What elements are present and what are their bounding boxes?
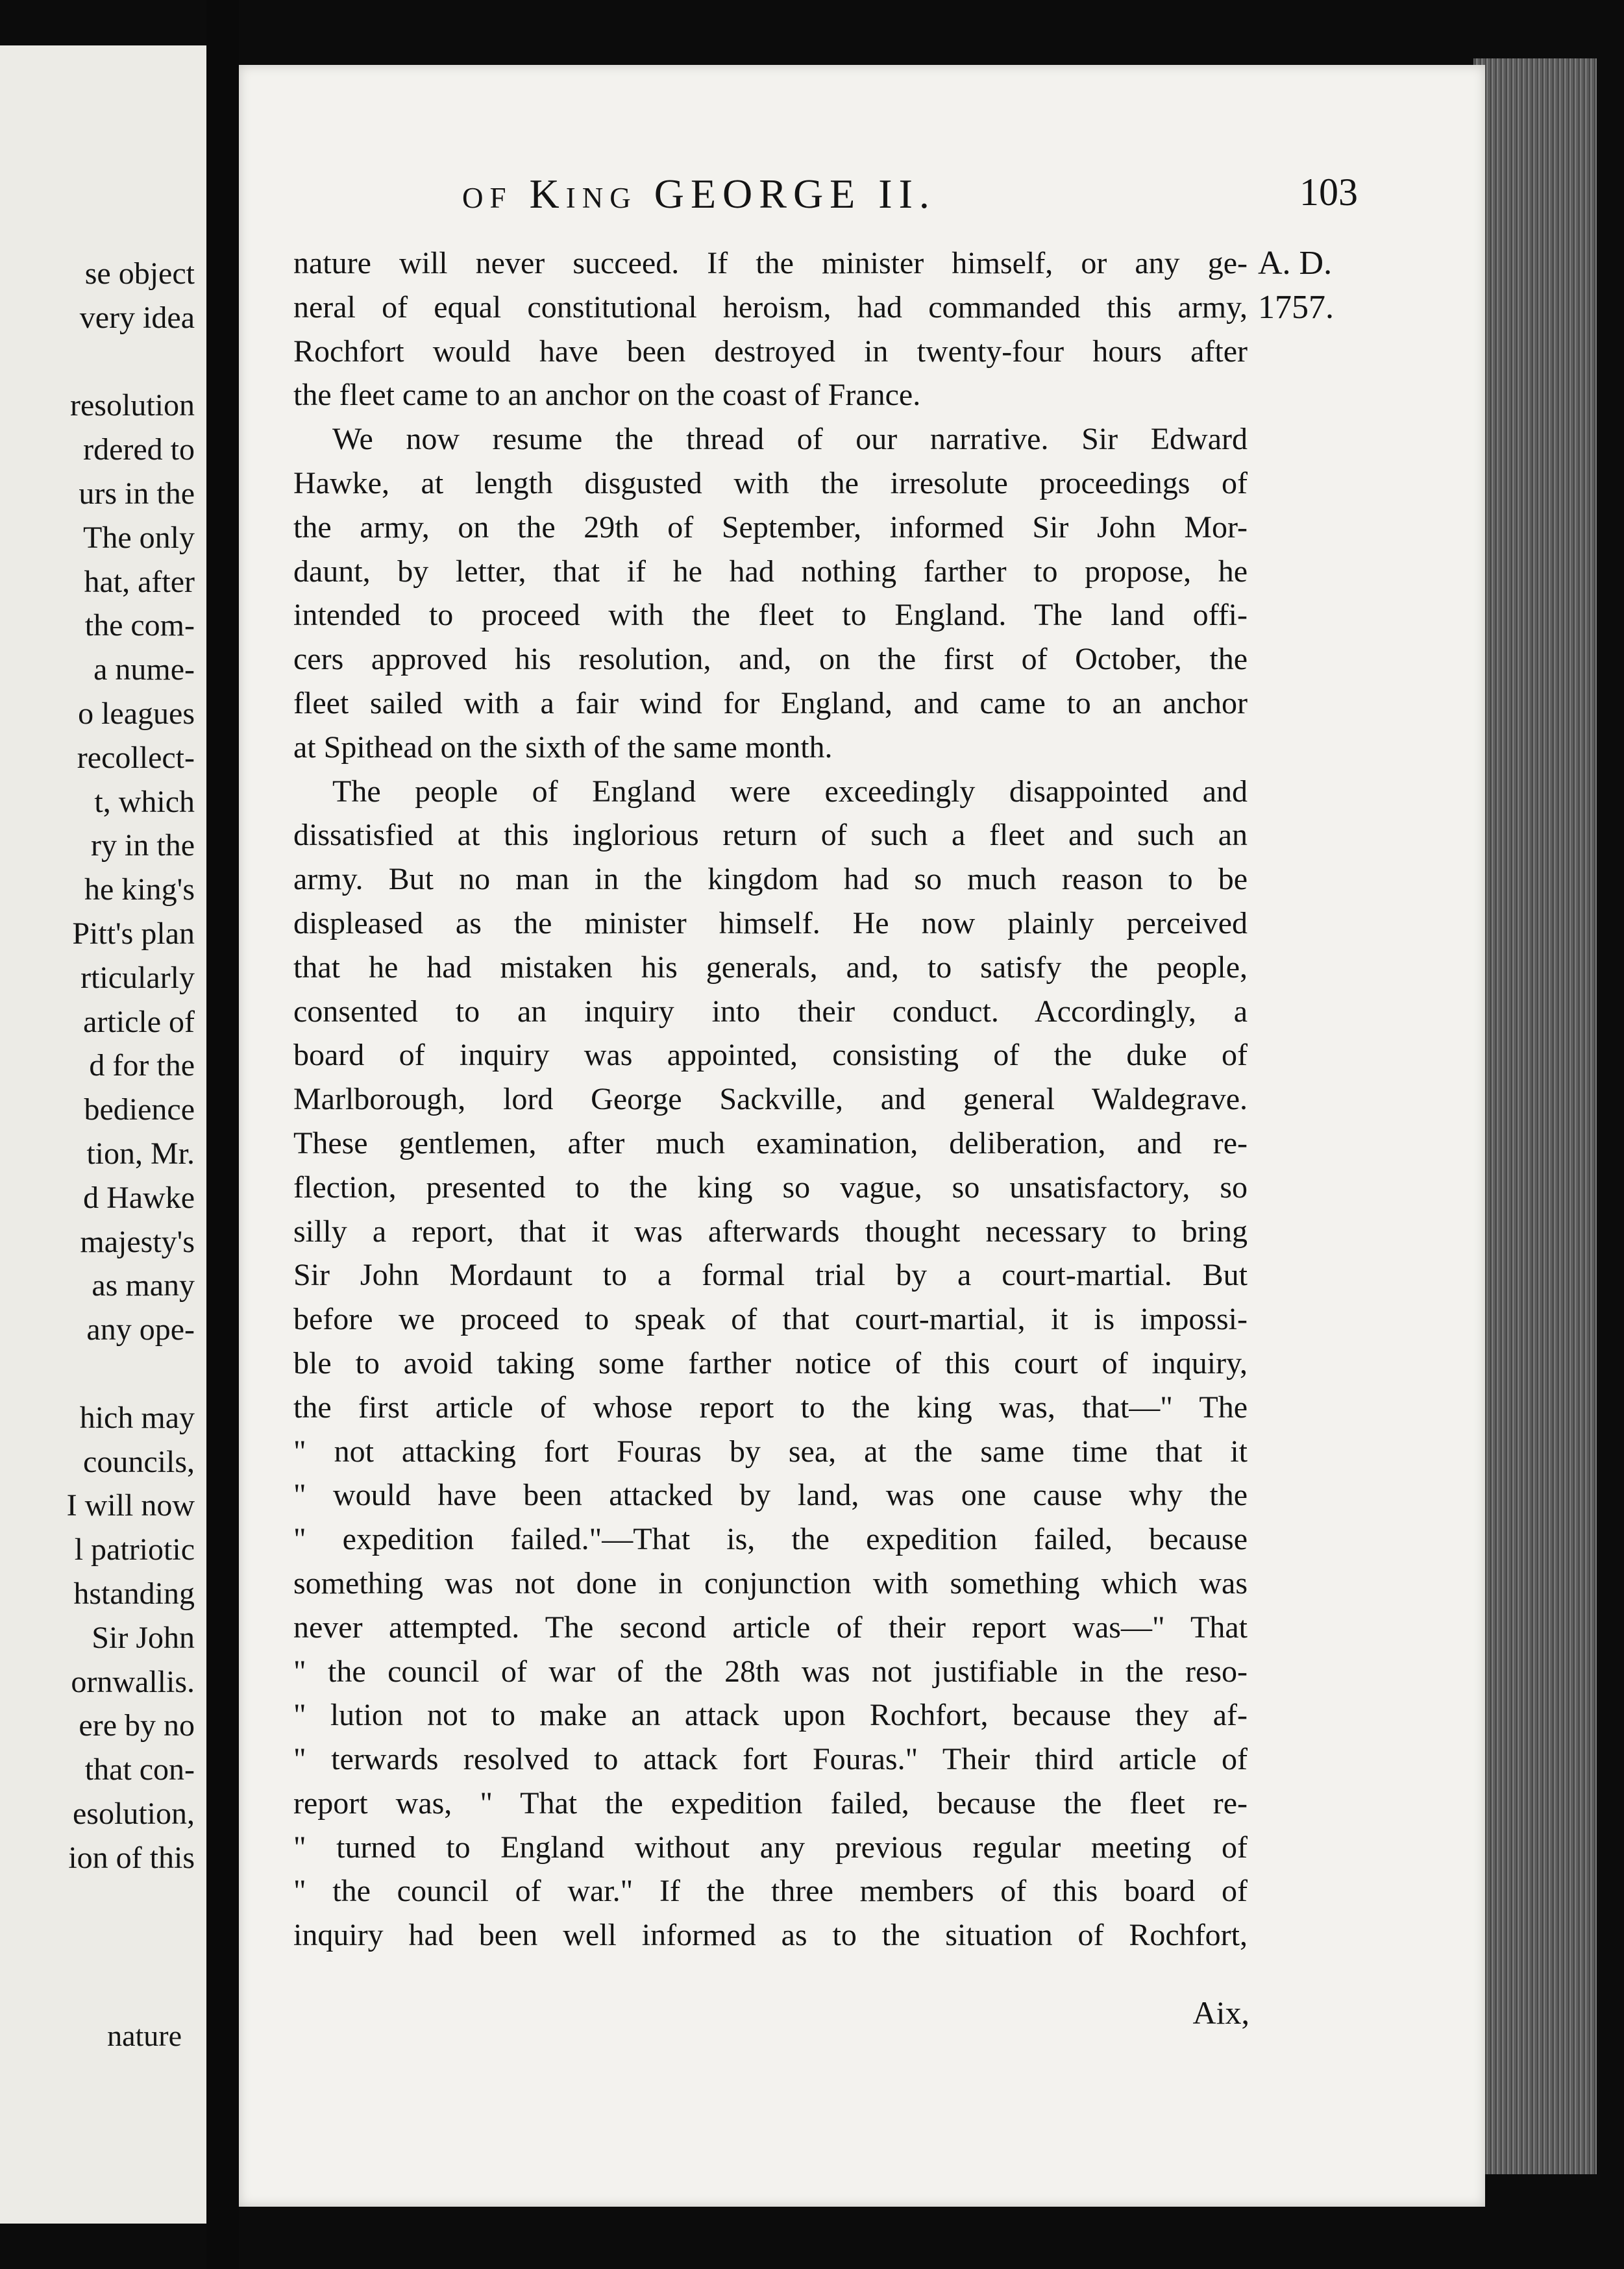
margin-note-ad: A. D. xyxy=(1258,245,1333,282)
text-line: We now resume the thread of our narrative. Sir Edward xyxy=(332,422,1248,457)
text-line: " lution not to make an attack upon Rochfort, because they af- xyxy=(293,1698,1248,1733)
page-edges xyxy=(1473,58,1597,2174)
text-line: " expedition failed."—That is, the expedition failed, because xyxy=(293,1522,1248,1557)
facing-line: bedience xyxy=(84,1092,195,1127)
text-line: consented to an inquiry into their conduct. Accordingly, a xyxy=(293,994,1248,1029)
facing-line: rdered to xyxy=(83,432,195,467)
text-line: the first article of whose report to the king was, that—" The xyxy=(293,1390,1248,1425)
facing-line: that con- xyxy=(84,1752,195,1787)
text-line: inquiry had been well informed as to the situation of Rochfort, xyxy=(293,1918,1248,1953)
text-line: intended to proceed with the fleet to England. The land offi- xyxy=(293,598,1248,633)
text-line: army. But no man in the kingdom had so much reason to be xyxy=(293,862,1248,897)
text-line: flection, presented to the king so vague, so unsatisfactory, so xyxy=(293,1170,1248,1205)
facing-line: tion, Mr. xyxy=(86,1136,195,1171)
facing-line: The only xyxy=(83,520,195,555)
text-line: board of inquiry was appointed, consisting of the duke of xyxy=(293,1038,1248,1073)
facing-line: article of xyxy=(83,1004,195,1039)
text-line: that he had mistaken his generals, and, to satisfy the people, xyxy=(293,950,1248,985)
facing-line: ry in the xyxy=(91,828,195,863)
text-line: something was not done in conjunction with something which was xyxy=(293,1565,1248,1601)
facing-line: very idea xyxy=(79,300,195,335)
running-head: of King GEORGE II. xyxy=(462,171,936,217)
body-text xyxy=(293,241,1248,1957)
page-number: 103 xyxy=(1299,171,1358,214)
facing-line: I will now xyxy=(66,1488,195,1523)
page-header xyxy=(462,170,1358,228)
facing-line: d Hawke xyxy=(83,1180,195,1215)
facing-line: ere by no xyxy=(79,1708,195,1743)
margin-note xyxy=(1258,241,1355,330)
facing-line: l patriotic xyxy=(74,1532,195,1567)
facing-line: hstanding xyxy=(73,1576,195,1611)
text-line: daunt, by letter, that if he had nothing farther to propose, he xyxy=(293,554,1248,589)
text-line: " the council of war of the 28th was not justifiable in the reso- xyxy=(293,1654,1248,1689)
text-line: displeased as the minister himself. He now plainly perceived xyxy=(293,905,1248,940)
facing-line: recollect- xyxy=(77,740,195,775)
facing-line: the com- xyxy=(84,608,195,643)
text-line: dissatisfied at this inglorious return of such a fleet and such an xyxy=(293,818,1248,853)
text-line: These gentlemen, after much examination, deliberation, and re- xyxy=(293,1125,1248,1160)
text-line: nature will never succeed. If the minister himself, or any ge- xyxy=(293,246,1248,280)
facing-line: resolution xyxy=(70,388,195,423)
facing-line: any ope- xyxy=(86,1312,195,1347)
text-line: " terwards resolved to attack fort Fouras." Their third article of xyxy=(293,1742,1248,1777)
margin-note-year: 1757. xyxy=(1258,288,1334,326)
facing-line: Pitt's plan xyxy=(72,916,195,951)
facing-line: se object xyxy=(84,256,195,291)
facing-line: o leagues xyxy=(78,696,195,731)
text-line: report was, " That the expedition failed, because the fleet re- xyxy=(293,1785,1248,1821)
text-line: " turned to England without any previous regular meeting of xyxy=(293,1830,1248,1865)
text-line: neral of equal constitutional heroism, had commanded this army, xyxy=(293,289,1248,325)
facing-line xyxy=(0,1352,195,1396)
text-line: silly a report, that it was afterwards thought necessary to bring xyxy=(293,1214,1248,1249)
facing-line: a nume- xyxy=(93,652,195,687)
facing-line: rticularly xyxy=(80,960,195,995)
facing-line: ion of this xyxy=(68,1840,195,1875)
text-line: " would have been attacked by land, was one cause why the xyxy=(293,1478,1248,1513)
facing-line: majesty's xyxy=(80,1224,195,1259)
facing-line xyxy=(0,340,195,384)
facing-line: ornwallis. xyxy=(71,1664,195,1699)
facing-line: he king's xyxy=(84,872,195,907)
text-line: " not attacking fort Fouras by sea, at the same time that it xyxy=(293,1434,1248,1469)
text-line: " the council of war." If the three members of this board of xyxy=(293,1874,1248,1909)
facing-line: hich may xyxy=(79,1400,195,1435)
text-line: never attempted. The second article of their report was—" That xyxy=(293,1610,1248,1645)
text-line: Rochfort would have been destroyed in twenty-four hours after xyxy=(293,334,1248,369)
facing-line: councils, xyxy=(83,1444,195,1479)
text-line: Marlborough, lord George Sackville, and general Waldegrave. xyxy=(293,1082,1248,1117)
text-line: Sir John Mordaunt to a formal trial by a court-martial. But xyxy=(293,1258,1248,1293)
text-line: ble to avoid taking some farther notice of this court of inquiry, xyxy=(293,1345,1248,1380)
text-line: the army, on the 29th of September, informed Sir John Mor- xyxy=(293,509,1248,545)
book-gutter xyxy=(206,0,239,2269)
text-line: at Spithead on the sixth of the same month. xyxy=(293,730,833,765)
facing-line: esolution, xyxy=(73,1796,195,1831)
facing-page-catchword: nature xyxy=(107,2019,182,2052)
text-line: the fleet came to an anchor on the coast of France. xyxy=(293,378,921,413)
text-line: fleet sailed with a fair wind for England, and came to an anchor xyxy=(293,685,1248,720)
facing-line: Sir John xyxy=(92,1620,195,1655)
facing-line: hat, after xyxy=(84,564,195,599)
facing-line: t, which xyxy=(94,784,195,819)
facing-line: as many xyxy=(92,1268,195,1303)
text-line: The people of England were exceedingly disappointed and xyxy=(332,774,1248,809)
text-line: cers approved his resolution, and, on the first of October, the xyxy=(293,642,1248,677)
catchword: Aix, xyxy=(1192,1994,1249,2031)
facing-line: d for the xyxy=(89,1048,195,1083)
facing-line: urs in the xyxy=(79,476,195,511)
facing-page-text xyxy=(0,252,195,1880)
text-line: before we proceed to speak of that court-martial, it is impossi- xyxy=(293,1302,1248,1337)
text-line: Hawke, at length disgusted with the irresolute proceedings of xyxy=(293,465,1248,500)
facing-page-left xyxy=(0,45,210,2224)
